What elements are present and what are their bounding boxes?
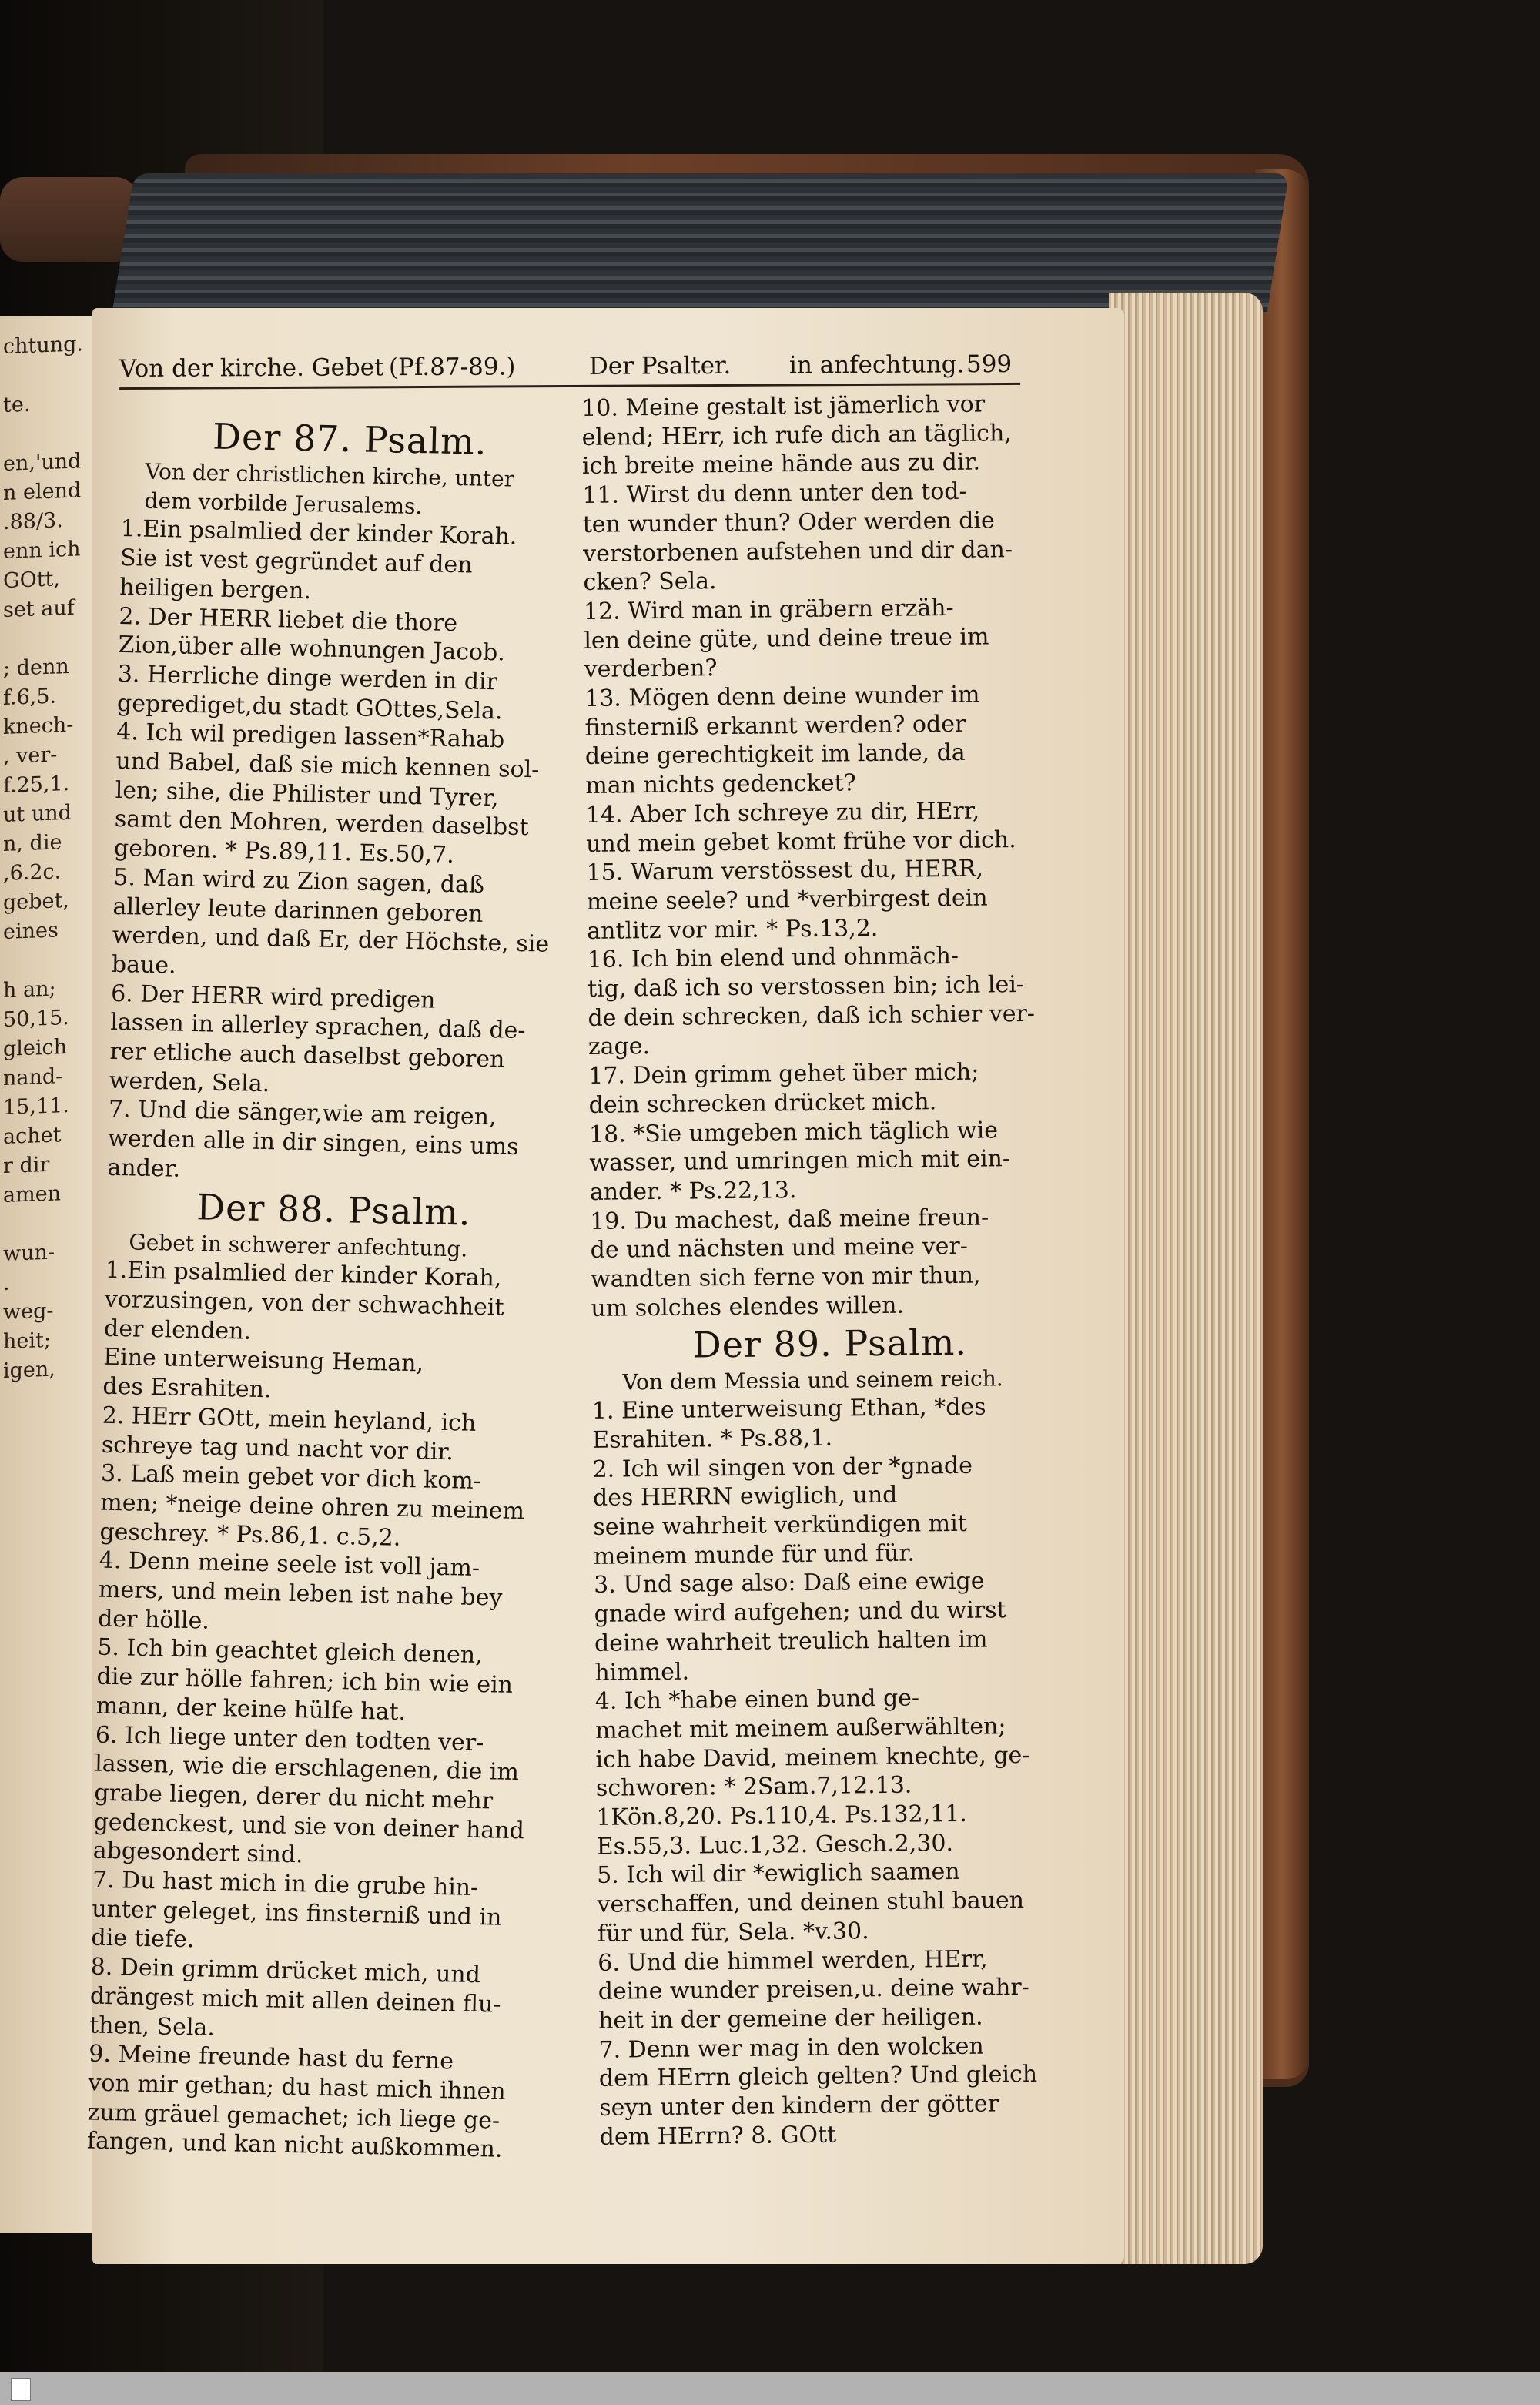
verse-line: von mir gethan; du hast mich ihnen bbox=[88, 2069, 507, 2105]
verse-line: len deine güte, und deine treue im bbox=[584, 623, 989, 655]
verse-line: Eine unterweisung Heman, bbox=[102, 1344, 424, 1378]
verse-line: 1. Eine unterweisung Ethan, *des bbox=[591, 1393, 986, 1425]
page-number: 599 bbox=[966, 350, 1013, 379]
verse-line: cken? Sela. bbox=[583, 568, 717, 597]
verse-line: 2. Der HERR liebet die thore bbox=[119, 602, 458, 637]
verse-line: und Babel, daß sie mich kennen sol- bbox=[116, 747, 540, 784]
verse-line: rer etliche auch daselbst geboren bbox=[109, 1037, 505, 1074]
verse-line: 2. HErr GOtt, mein heyland, ich bbox=[102, 1402, 477, 1437]
verse-line: 1.Ein psalmlied der kinder Korah, bbox=[105, 1257, 502, 1292]
verse-line: zage. bbox=[588, 1033, 651, 1061]
left-page-text: chtung. te. en,'und n elend .88/3. enn ich GOtt, set auf ; denn f.6,5. knech- , ver- f.25,1. ut und n, die ,6.2c. gebet, eines h an; 50,15. gleich nand- 15,11. achet r dir amen wun- . weg- heit; igen, bbox=[3, 332, 84, 1383]
verse-line: elend; HErr, ich rufe dich an täglich, bbox=[581, 419, 1013, 451]
verse-line: 7. Denn wer mag in den wolcken bbox=[598, 2032, 984, 2064]
verse-line: de dein schrecken, daß ich schier ver- bbox=[588, 1000, 1036, 1032]
verse-line: schreye tag und nacht vor dir. bbox=[101, 1431, 454, 1465]
verse-line: vorzusingen, von der schwachheit bbox=[104, 1285, 504, 1321]
verse-line: meinem munde für und für. bbox=[593, 1539, 916, 1570]
verse-line: 6. Der HERR wird predigen bbox=[110, 980, 436, 1014]
verse-line: 14. Aber Ich schreye zu dir, HErr, bbox=[585, 797, 980, 829]
verse-line: finsterniß erkannt werden? oder bbox=[584, 710, 966, 742]
book-page-edges-top bbox=[112, 173, 1290, 312]
verse-line: gedenckest, und sie von deiner hand bbox=[93, 1808, 525, 1844]
header-right-title: in anfechtung. bbox=[788, 350, 965, 380]
verse-line: deine gerechtigkeit im lande, da bbox=[584, 739, 966, 771]
verse-line: abgesondert sind. bbox=[92, 1837, 303, 1869]
verse-line: dem HErrn? 8. GOtt bbox=[599, 2121, 837, 2151]
verse-line: grabe liegen, derer du nicht mehr bbox=[94, 1779, 494, 1815]
psalm-summary: dem vorbilde Jerusalems. bbox=[144, 487, 423, 519]
left-page-fragment bbox=[0, 316, 92, 2233]
verse-line: die tiefe. bbox=[91, 1924, 195, 1954]
verse-line: Zion,über alle wohnungen Jacob. bbox=[118, 631, 506, 667]
right-text-column bbox=[581, 390, 1077, 2152]
verse-line: lassen, wie die erschlagenen, die im bbox=[94, 1750, 520, 1787]
verse-line: ten wunder thun? Oder werden die bbox=[582, 507, 995, 538]
verse-line: ich habe David, meinem knechte, ge- bbox=[595, 1741, 1030, 1774]
running-header bbox=[119, 349, 1020, 390]
verse-line: 1.Ein psalmlied der kinder Korah. bbox=[120, 515, 517, 551]
verse-line: deine wahrheit treulich halten im bbox=[594, 1626, 988, 1657]
verse-line: 10. Meine gestalt ist jämerlich vor bbox=[581, 390, 986, 422]
book-cover-edge bbox=[1255, 169, 1309, 2079]
verse-line: 7. Du hast mich in die grube hin- bbox=[92, 1866, 479, 1902]
verse-line: 3. Herrliche dinge werden in dir bbox=[117, 660, 498, 696]
header-left-title: Von der kirche. Gebet bbox=[119, 353, 384, 384]
verse-line: 11. Wirst du denn unter den tod- bbox=[582, 477, 967, 510]
library-logo-icon bbox=[11, 2378, 31, 2401]
verse-line: seyn unter den kindern der götter bbox=[599, 2090, 999, 2122]
verse-line: wandten sich ferne von mir thun, bbox=[590, 1261, 981, 1294]
verse-line: 7. Und die sänger,wie am reigen, bbox=[108, 1096, 497, 1131]
verse-line: deine wunder preisen,u. deine wahr- bbox=[598, 1974, 1030, 2006]
verse-line: mers, und mein leben ist nahe bey bbox=[98, 1576, 503, 1612]
verse-line: verderben? bbox=[584, 655, 718, 684]
verse-line: die zur hölle fahren; ich bin wie ein bbox=[96, 1663, 514, 1700]
verse-line: ander. * Ps.22,13. bbox=[589, 1177, 797, 1206]
verse-line: zum gräuel gemachet; ich liege ge- bbox=[87, 2099, 500, 2135]
verse-line: des Esrahiten. bbox=[102, 1372, 272, 1404]
verse-line: gnade wird aufgehen; und du wirst bbox=[594, 1596, 1006, 1629]
verse-line: de und nächsten und meine ver- bbox=[590, 1233, 969, 1264]
psalm-title: Der 87. Psalm. bbox=[212, 415, 487, 463]
verse-line: 5. Man wird zu Zion sagen, daß bbox=[112, 863, 485, 899]
verse-line: Esrahiten. * Ps.88,1. bbox=[592, 1424, 833, 1454]
verse-line: himmel. bbox=[594, 1658, 690, 1687]
verse-line: ich breite meine hände aus zu dir. bbox=[581, 448, 981, 481]
viewer-footer-bar bbox=[0, 2372, 1540, 2405]
verse-line: baue. bbox=[111, 950, 177, 980]
verse-line: Es.55,3. Luc.1,32. Gesch.2,30. bbox=[596, 1829, 954, 1861]
verse-line: 6. Ich liege unter den todten ver- bbox=[95, 1721, 484, 1757]
verse-line: schworen: * 2Sam.7,12.13. bbox=[595, 1771, 912, 1803]
verse-line: verstorbenen aufstehen und dir dan- bbox=[582, 535, 1013, 568]
verse-line: antlitz vor mir. * Ps.13,2. bbox=[587, 914, 879, 945]
verse-line: für und für, Sela. *v.30. bbox=[597, 1918, 869, 1948]
verse-line: 2. Ich wil singen von der *gnade bbox=[592, 1452, 973, 1483]
verse-line: 9. Meine freunde hast du ferne bbox=[88, 2040, 454, 2075]
verse-line: und mein gebet komt frühe vor dich. bbox=[585, 826, 1016, 858]
verse-line: 19. Du machest, daß meine freun- bbox=[590, 1204, 989, 1235]
verse-line: 6. Und die himmel werden, HErr, bbox=[598, 1945, 988, 1977]
verse-line: 8. Dein grimm drücket mich, und bbox=[90, 1953, 481, 1989]
verse-line: heit in der gemeine der heiligen. bbox=[598, 2003, 983, 2035]
verse-line: geboren. * Ps.89,11. Es.50,7. bbox=[113, 835, 455, 869]
verse-line: 13. Mögen denn deine wunder im bbox=[584, 681, 980, 713]
verse-line: mann, der keine hülfe hat. bbox=[95, 1692, 407, 1726]
verse-line: 15. Warum verstössest du, HERR, bbox=[586, 855, 984, 887]
verse-line: werden, und daß Er, der Höchste, sie bbox=[112, 922, 550, 958]
verse-line: geschrey. * Ps.86,1. c.5,2. bbox=[99, 1518, 401, 1552]
verse-line: meine seele? und *verbirgest dein bbox=[586, 884, 988, 916]
left-text-column bbox=[87, 412, 578, 2166]
verse-line: werden alle in dir singen, eins ums bbox=[107, 1124, 520, 1161]
verse-line: dem HErrn gleich gelten? Und gleich bbox=[598, 2061, 1038, 2093]
verse-line: seine wahrheit verkündigen mit bbox=[593, 1509, 967, 1541]
verse-line: man nichts gedencket? bbox=[585, 769, 856, 800]
verse-line: 1Kön.8,20. Ps.110,4. Ps.132,11. bbox=[596, 1800, 968, 1831]
verse-line: 17. Dein grimm gehet über mich; bbox=[588, 1058, 979, 1090]
psalm-title: Der 88. Psalm. bbox=[196, 1185, 471, 1234]
verse-line: ander. bbox=[107, 1154, 181, 1183]
header-range: (Pf.87-89.) bbox=[388, 353, 516, 382]
verse-line: 4. Denn meine seele ist voll jam- bbox=[99, 1546, 480, 1583]
verse-line: samt den Mohren, werden daselbst bbox=[114, 806, 529, 842]
verse-line: um solches elendes willen. bbox=[591, 1291, 905, 1322]
verse-line: wasser, und umringen mich mit ein- bbox=[589, 1145, 1011, 1177]
psalm-summary: Von dem Messia und seinem reich. bbox=[622, 1365, 1003, 1395]
psalm-title: Der 89. Psalm. bbox=[692, 1321, 968, 1366]
verse-line: der elenden. bbox=[103, 1315, 252, 1345]
verse-line: 3. Und sage also: Daß eine ewige bbox=[594, 1568, 985, 1599]
verse-line: des HERRN ewiglich, und bbox=[592, 1482, 898, 1512]
verse-line: 5. Ich wil dir *ewiglich saamen bbox=[596, 1858, 960, 1890]
verse-line: drängest mich mit allen deinen flu- bbox=[89, 1982, 501, 2018]
header-book: Der Psalter. bbox=[588, 351, 732, 380]
verse-line: lassen in allerley sprachen, daß de- bbox=[110, 1009, 526, 1045]
book-page-edges-side bbox=[1109, 293, 1263, 2264]
verse-line: Sie ist vest gegründet auf den bbox=[119, 544, 473, 579]
verse-line: tig, daß ich so verstossen bin; ich lei- bbox=[587, 971, 1025, 1003]
verse-line: fangen, und kan nicht außkommen. bbox=[86, 2127, 503, 2164]
verse-line: 18. *Sie umgeben mich täglich wie bbox=[588, 1116, 999, 1148]
verse-line: der hölle. bbox=[97, 1605, 210, 1635]
verse-line: 3. Laß mein gebet vor dich kom- bbox=[100, 1459, 482, 1496]
psalm-summary: Von der christlichen kirche, unter bbox=[145, 458, 515, 492]
verse-line: machet mit meinem außerwählten; bbox=[594, 1713, 1006, 1744]
verse-line: geprediget,du stadt GOttes,Sela. bbox=[116, 689, 503, 725]
verse-line: allerley leute darinnen geboren bbox=[112, 893, 484, 928]
verse-line: 16. Ich bin elend und ohnmäch- bbox=[587, 943, 959, 974]
verse-line: len; sihe, die Philister und Tyrer, bbox=[115, 776, 499, 812]
verse-line: 5. Ich bin geachtet gleich denen, bbox=[97, 1634, 484, 1670]
verse-line: werden, Sela. bbox=[109, 1067, 270, 1097]
verse-line: unter geleget, ins finsterniß und in bbox=[91, 1895, 502, 1931]
verse-line: heiligen bergen. bbox=[119, 573, 312, 605]
verse-line: verschaffen, und deinen stuhl bauen bbox=[597, 1887, 1025, 1919]
verse-line: dein schrecken drücket mich. bbox=[588, 1088, 937, 1119]
verse-line: men; *neige deine ohren zu meinem bbox=[99, 1489, 525, 1526]
book-clasp bbox=[0, 177, 139, 262]
verse-line: 4. Ich *habe einen bund ge- bbox=[594, 1684, 920, 1716]
verse-line: 12. Wird man in gräbern erzäh- bbox=[583, 594, 954, 625]
psalm-summary: Gebet in schwerer anfechtung. bbox=[129, 1228, 468, 1262]
verse-line: 4. Ich wil predigen lassen*Rahab bbox=[116, 718, 505, 754]
verse-line: then, Sela. bbox=[89, 2011, 216, 2042]
